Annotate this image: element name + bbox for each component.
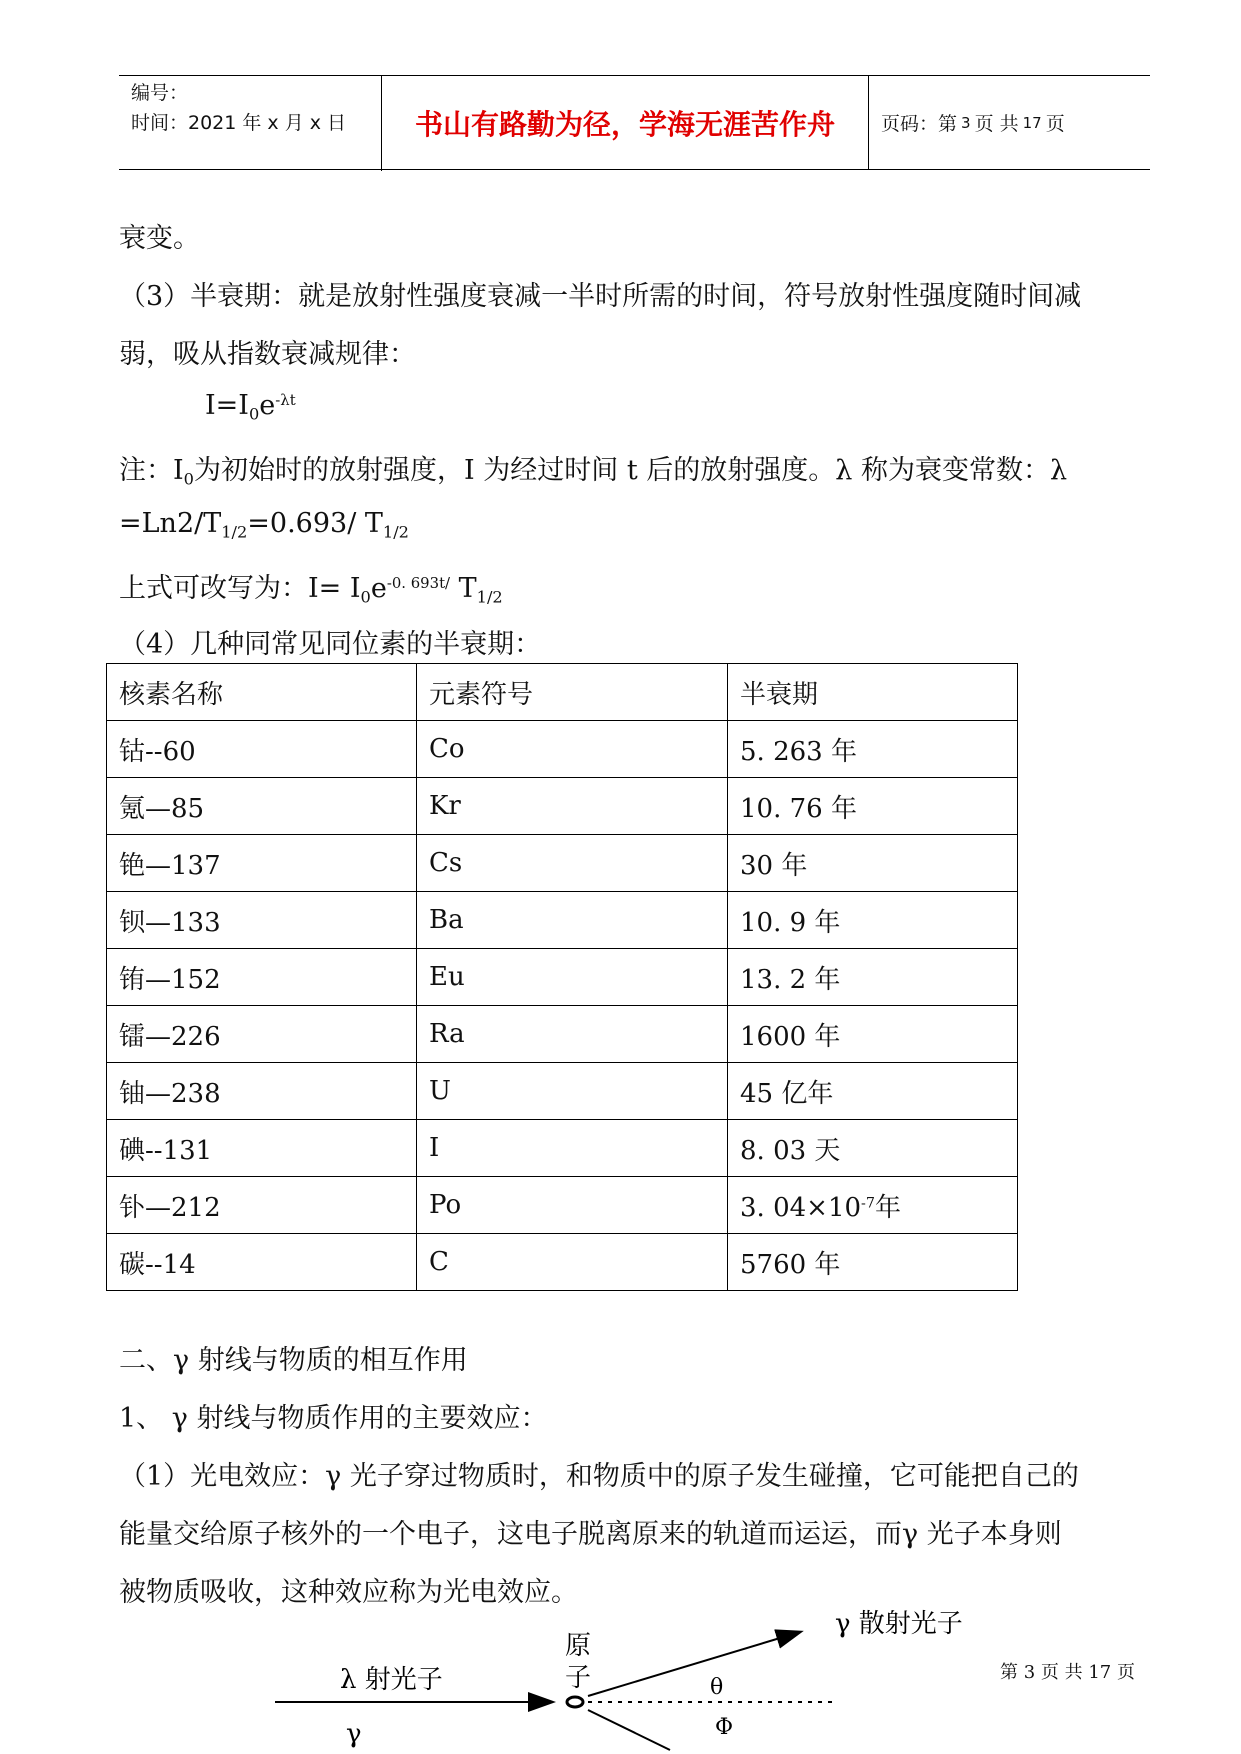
element-symbol: Co xyxy=(417,721,728,778)
nuclide-name: 氪—85 xyxy=(107,778,417,835)
header-page-number xyxy=(869,76,1150,169)
element-symbol: Ba xyxy=(417,892,728,949)
element-symbol: I xyxy=(417,1120,728,1177)
table-row xyxy=(107,892,1018,949)
element-symbol: Eu xyxy=(417,949,728,1006)
paragraph-line: （1）光电效应：γ 光子穿过物质时，和物质中的原子发生碰撞，它可能把自己的 xyxy=(119,1461,1079,1492)
note-line: 注：$I_0$为初始时的放射强度，I 为经过时间 t 后的放射强度。λ 称为衰变常数：λ xyxy=(119,455,1068,489)
date-text: 时间：2021 年 x 月 x 日 xyxy=(131,112,347,134)
half-life: 30 年 xyxy=(728,835,1018,892)
column-header: 元素符号 xyxy=(417,664,728,721)
electron-path xyxy=(588,1710,670,1750)
decay-formula: $I=I_0e^{-\lambda t}$ xyxy=(205,390,296,424)
table-row xyxy=(107,1063,1018,1120)
scattered-photon-arrow xyxy=(588,1632,800,1696)
half-life: 45 亿年 xyxy=(728,1063,1018,1120)
half-life: 8. 03 天 xyxy=(728,1120,1018,1177)
subsection-heading: 1、 γ 射线与物质作用的主要效应： xyxy=(119,1403,548,1434)
number-label: 编号： xyxy=(131,82,189,104)
page-header xyxy=(119,75,1150,170)
table-row xyxy=(107,835,1018,892)
table-row xyxy=(107,1177,1018,1234)
half-life: 10. 76 年 xyxy=(728,778,1018,835)
atom-label-top: 原 xyxy=(565,1631,592,1661)
half-life-table xyxy=(106,663,1018,1291)
nuclide-name: 碳--14 xyxy=(107,1234,417,1291)
table-row xyxy=(107,1120,1018,1177)
nuclide-name: 铯—137 xyxy=(107,835,417,892)
page-prefix: 页码：第 xyxy=(881,113,958,135)
paragraph-line: 被物质吸收，这种效应称为光电效应。 xyxy=(119,1577,578,1608)
column-header: 核素名称 xyxy=(107,664,417,721)
table-row xyxy=(107,721,1018,778)
phi-label: Φ xyxy=(715,1715,734,1740)
paragraph-line: 能量交给原子核外的一个电子，这电子脱离原来的轨道而运运，而γ 光子本身则 xyxy=(119,1519,1062,1550)
nuclide-name: 钴--60 xyxy=(107,721,417,778)
nuclide-name: 钋—212 xyxy=(107,1177,417,1234)
page-total: 17 xyxy=(1022,113,1042,132)
nuclide-name: 钡—133 xyxy=(107,892,417,949)
table-row xyxy=(107,1006,1018,1063)
paragraph-line: 衰变。 xyxy=(119,223,200,254)
atom-label-bottom: 子 xyxy=(565,1663,592,1693)
table-title: （4）几种同常见同位素的半衰期： xyxy=(119,629,542,660)
photoelectric-diagram xyxy=(250,1609,963,1754)
footer-page-number: 第 3 页 共 17 页 xyxy=(1000,1662,1135,1683)
theta-label: θ xyxy=(710,1675,724,1700)
page-mid: 页 共 xyxy=(974,113,1019,135)
element-symbol: Ra xyxy=(417,1006,728,1063)
paragraph-line: 弱，吸从指数衰减规律： xyxy=(119,339,416,370)
section-heading: 二、γ 射线与物质的相互作用 xyxy=(119,1345,468,1376)
nuclide-name: 碘--131 xyxy=(107,1120,417,1177)
element-symbol: U xyxy=(417,1063,728,1120)
gamma-symbol: γ xyxy=(346,1719,362,1749)
half-life: 3. $04\times 10^{-7}$年 xyxy=(728,1177,1018,1234)
half-life: 1600 年 xyxy=(728,1006,1018,1063)
half-life: 10. 9 年 xyxy=(728,892,1018,949)
element-symbol: Po xyxy=(417,1177,728,1234)
page-suffix: 页 xyxy=(1045,113,1065,135)
header-motto: 书山有路勤为径，学海无涯苦作舟 xyxy=(382,76,869,169)
half-life: 13. 2 年 xyxy=(728,949,1018,1006)
incident-photon-label: λ 射光子 xyxy=(340,1665,443,1695)
rewritten-formula: 上式可改写为：$I= I_0e^{-0. 693t/}$ $T_{1/2}$ xyxy=(119,573,503,607)
atom-icon xyxy=(567,1697,583,1707)
nuclide-name: 铀—238 xyxy=(107,1063,417,1120)
scattered-photon-label: γ 散射光子 xyxy=(835,1609,963,1639)
element-symbol: Kr xyxy=(417,778,728,835)
paragraph-line: （3）半衰期：就是放射性强度衰减一半时所需的时间，符号放射性强度随时间减 xyxy=(119,281,1082,312)
element-symbol: Cs xyxy=(417,835,728,892)
element-symbol: C xyxy=(417,1234,728,1291)
half-life: 5. 263 年 xyxy=(728,721,1018,778)
table-header-row xyxy=(107,664,1018,721)
nuclide-name: 铕—152 xyxy=(107,949,417,1006)
header-meta xyxy=(119,76,382,171)
table-row xyxy=(107,778,1018,835)
page-current: 3 xyxy=(961,113,971,132)
column-header: 半衰期 xyxy=(728,664,1018,721)
decay-constant-formula: $=Ln2/T_{1/2}=0.693/$ $T_{1/2}$ xyxy=(119,508,409,542)
table-row xyxy=(107,949,1018,1006)
table-row xyxy=(107,1234,1018,1291)
nuclide-name: 镭—226 xyxy=(107,1006,417,1063)
half-life: 5760 年 xyxy=(728,1234,1018,1291)
